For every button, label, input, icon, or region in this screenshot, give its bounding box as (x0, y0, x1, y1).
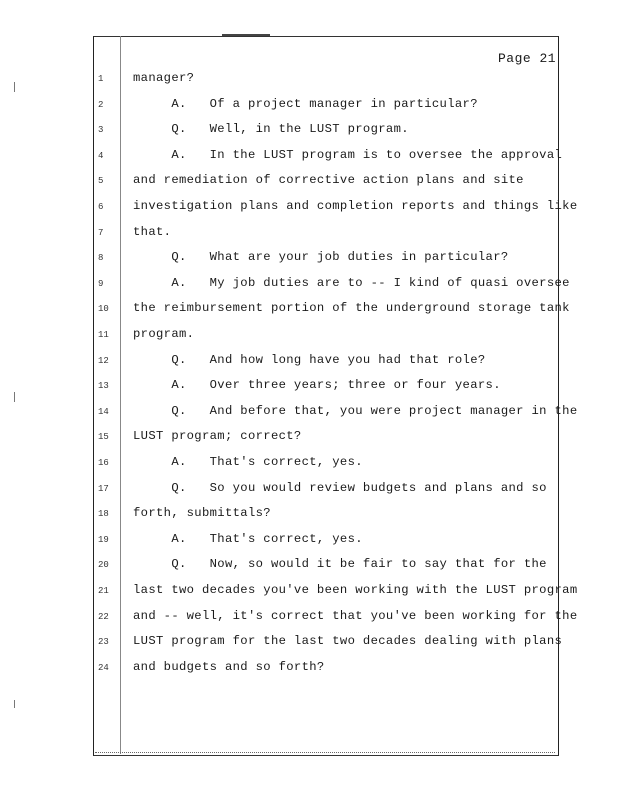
line-number: 11 (98, 330, 109, 340)
left-margin-mark (14, 700, 15, 708)
transcript-line: A. Of a project manager in particular? (133, 96, 478, 111)
line-number: 8 (98, 253, 104, 264)
transcript-line: Q. And before that, you were project manager in the (133, 403, 578, 418)
line-number: 17 (98, 483, 109, 494)
line-number: 12 (98, 355, 109, 366)
line-number: 19 (98, 534, 109, 545)
transcript-line: and remediation of corrective action plans and site (133, 173, 524, 188)
line-number: 24 (98, 662, 109, 673)
transcript-line: that. (133, 224, 172, 239)
transcript-line: and budgets and so forth? (133, 659, 325, 674)
line-number: 20 (98, 560, 109, 571)
line-number: 22 (98, 611, 109, 622)
transcript-line: manager? (133, 71, 195, 85)
transcript-line: LUST program; correct? (133, 429, 302, 444)
line-number: 16 (98, 458, 109, 468)
line-number: 13 (98, 381, 109, 392)
line-number-gutter-rule (120, 36, 121, 754)
line-number: 2 (98, 99, 104, 110)
transcript-line: program. (133, 327, 195, 341)
line-number: 6 (98, 202, 104, 212)
transcript-line: LUST program for the last two decades dealing with plans (133, 634, 563, 649)
line-number: 3 (98, 125, 104, 136)
line-number: 1 (98, 74, 104, 84)
transcript-line: forth, submittals? (133, 506, 271, 521)
line-number: 5 (98, 176, 104, 187)
line-number: 14 (98, 406, 109, 417)
transcript-line: Q. Well, in the LUST program. (133, 122, 409, 137)
transcript-line: A. That's correct, yes. (133, 455, 363, 469)
transcript-line: Q. What are your job duties in particular? (133, 250, 509, 265)
left-margin-mark (14, 392, 15, 402)
line-number: 23 (98, 637, 109, 648)
transcript-line: Q. So you would review budgets and plans and so (133, 480, 547, 495)
left-margin-mark (14, 82, 15, 92)
transcript-line: Q. Now, so would it be fair to say that for the (133, 557, 547, 572)
line-number: 21 (98, 586, 109, 596)
transcript-line: and -- well, it's correct that you've been working for the (133, 608, 578, 623)
line-number: 10 (98, 304, 109, 315)
transcript-line: last two decades you've been working with the LUST program (133, 583, 578, 597)
bottom-edge-mark (95, 752, 555, 754)
line-number: 4 (98, 150, 104, 161)
transcript-line: A. In the LUST program is to oversee the approval (133, 147, 563, 162)
line-number: 9 (98, 278, 104, 289)
line-number: 7 (98, 227, 104, 238)
line-number: 15 (98, 432, 109, 443)
line-number: 18 (98, 509, 109, 520)
top-edge-mark (222, 34, 270, 36)
page-number: Page 21 (498, 51, 557, 66)
transcript-line: A. That's correct, yes. (133, 531, 363, 546)
transcript-line: Q. And how long have you had that role? (133, 352, 486, 367)
transcript-line: investigation plans and completion reports and things like (133, 199, 578, 213)
transcript-line: A. My job duties are to -- I kind of quasi oversee (133, 275, 570, 290)
transcript-line: A. Over three years; three or four years. (133, 378, 501, 393)
transcript-line: the reimbursement portion of the underground storage tank (133, 301, 570, 316)
